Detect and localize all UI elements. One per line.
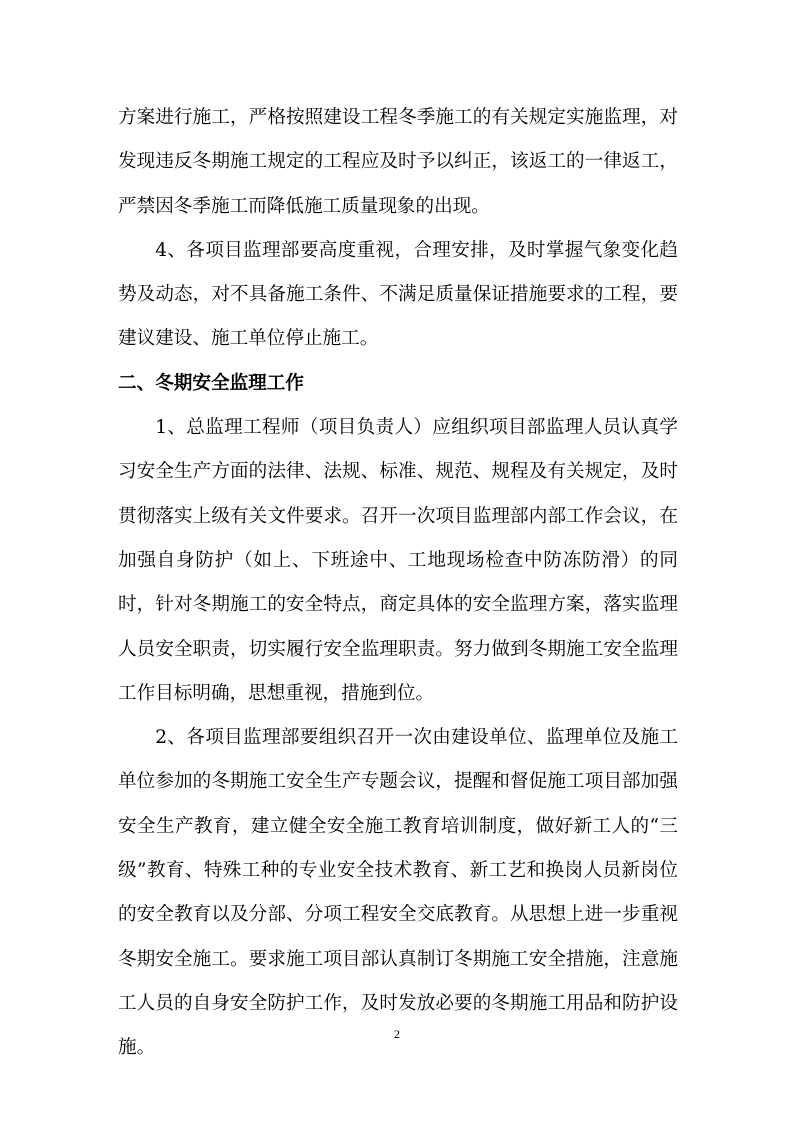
paragraph-construction-rules: 方案进行施工，严格按照建设工程冬季施工的有关规定实施监理，对发现违反冬期施工规定的工程应及时予以纠正，该返工的一律返工，严禁因冬季施工而降低施工质量现象的出现。 xyxy=(118,107,678,217)
paragraph-item-4: 4、各项目监理部要高度重视，合理安排，及时掌握气象变化趋势及动态，对不具备施工条件、不满足质量保证措施要求的工程，要建议建设、施工单位停止施工。 xyxy=(118,239,678,350)
page-number: 2 xyxy=(394,1027,400,1041)
document-body xyxy=(118,96,678,1071)
paragraph-safety-item-2: 2、各项目监理部要组织召开一次由建设单位、监理单位及施工单位参加的冬期施工安全生产专题会议，提醒和督促施工项目部加强安全生产教育，建立健全安全施工教育培训制度，做好新工人的“三级”教育、特殊工种的专业安全技术教育、新工艺和换岗人员新岗位的安全教育以及分部、分项工程安全交底教育。从思想上进一步重视冬期安全施工。要求施工项目部认真制订冬期施工安全措施，注意施工人员的自身安全防护工作，及时发放必要的冬期施工用品和防护设施。 xyxy=(118,727,678,1059)
paragraph-safety-item-1: 1、总监理工程师（项目负责人）应组织项目部监理人员认真学习安全生产方面的法律、法规、标准、规范、规程及有关规定，及时贯彻落实上级有关文件要求。召开一次项目监理部内部工作会议，在加强自身防护（如上、下班途中、工地现场检查中防冻防滑）的同时，针对冬期施工的安全特点，商定具体的安全监理方案，落实监理人员安全职责，切实履行安全监理职责。努力做到冬期施工安全监理工作目标明确，思想重视，措施到位。 xyxy=(118,417,678,704)
section-heading-winter-safety: 二、冬期安全监理工作 xyxy=(118,372,304,394)
